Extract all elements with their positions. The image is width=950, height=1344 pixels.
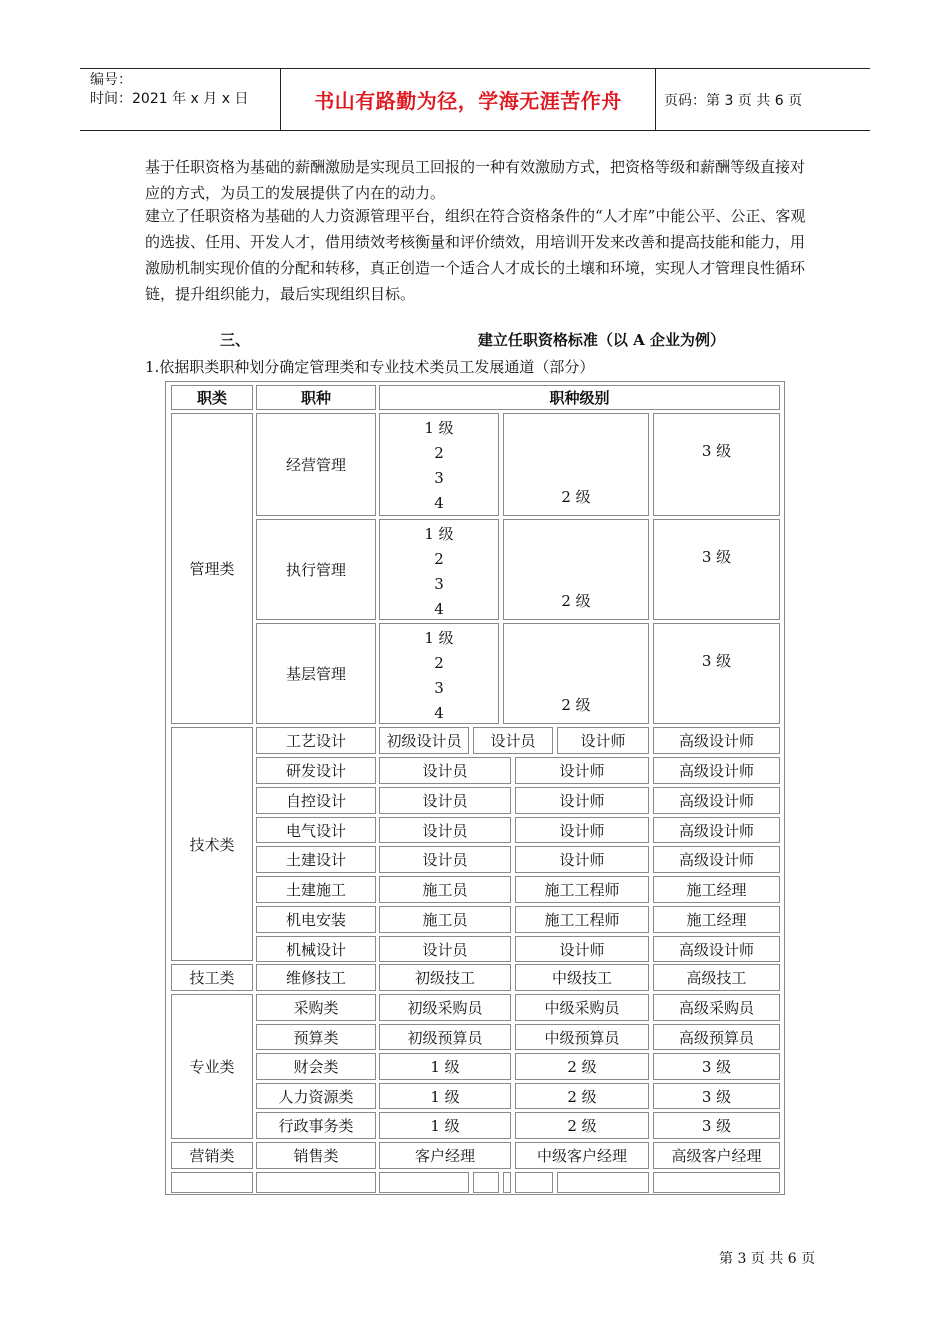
- level-cell: 高级技工: [653, 964, 780, 991]
- level-cell: 设计师: [557, 727, 649, 754]
- level-cell: 施工员: [379, 876, 511, 903]
- table-caption: 1.依据职类职种划分确定管理类和专业技术类员工发展通道（部分）: [145, 358, 595, 376]
- category-worker: 技工类: [171, 964, 253, 991]
- level-cell: 1 级: [379, 1053, 511, 1080]
- job-type-2-management: 执行管理: [256, 519, 376, 620]
- level-stack-line: 4: [434, 494, 444, 512]
- level-cell: 高级设计师: [653, 727, 780, 754]
- level-cell: 高级设计师: [653, 936, 780, 962]
- header-meta: [80, 69, 281, 130]
- level-cell: 初级技工: [379, 964, 511, 991]
- level-cell: 初级设计员: [379, 727, 469, 754]
- job-type-tech: 工艺设计: [256, 727, 376, 754]
- job-type-professional: 行政事务类: [256, 1112, 376, 1139]
- level-cell: 客户经理: [379, 1142, 511, 1169]
- level-cell: 初级采购员: [379, 994, 511, 1021]
- level-cell: 设计员: [379, 846, 511, 873]
- level-cell: 高级客户经理: [653, 1142, 780, 1169]
- col-header-job-level: 职种级别: [379, 385, 780, 410]
- job-type-professional: 财会类: [256, 1053, 376, 1080]
- empty-cell: [557, 1172, 649, 1193]
- col-header-category: 职类: [171, 385, 253, 410]
- header-page-number: 页码：第 3 页 共 6 页: [664, 92, 803, 109]
- empty-cell: [171, 1172, 253, 1193]
- level-cell: 设计员: [379, 936, 511, 962]
- level-cell: 初级预算员: [379, 1024, 511, 1050]
- category-sales: 营销类: [171, 1142, 253, 1169]
- level-stack: [379, 413, 499, 516]
- paragraph-1: 基于任职资格为基础的薪酬激励是实现员工回报的一种有效激励方式，把资格等级和薪酬等级直接对应的方式，为员工的发展提供了内在的动力。: [145, 158, 806, 202]
- level-stack-line: 3: [434, 679, 444, 697]
- header-motto: 书山有路勤为径，学海无涯苦作舟: [281, 69, 656, 130]
- level-cell: 高级设计师: [653, 787, 780, 814]
- job-type-1-management: 经营管理: [256, 413, 376, 516]
- level-cell: 1 级: [379, 1112, 511, 1139]
- level-right: 3 级: [653, 413, 780, 516]
- level-stack-line: 1 级: [424, 419, 454, 437]
- job-type-tech: 土建设计: [256, 846, 376, 873]
- level-stack-line: 3: [434, 469, 444, 487]
- job-type-3-management: 基层管理: [256, 623, 376, 724]
- level-mid: 2 级: [503, 623, 649, 724]
- level-stack-line: 2: [434, 550, 444, 568]
- document-time-label: 时间：2021 年 x 月 x 日: [90, 91, 249, 107]
- page-footer: 第 3 页 共 6 页: [719, 1251, 816, 1267]
- level-mid: 2 级: [503, 519, 649, 620]
- level-cell: 中级技工: [515, 964, 649, 991]
- career-path-table: [165, 381, 785, 1195]
- level-cell: 设计师: [515, 846, 649, 873]
- level-cell: 2 级: [515, 1083, 649, 1109]
- level-cell: 施工工程师: [515, 906, 649, 933]
- level-cell: 设计员: [379, 787, 511, 814]
- level-cell: 3 级: [653, 1053, 780, 1080]
- level-stack: [379, 519, 499, 620]
- level-stack: [379, 623, 499, 724]
- category-tech: 技术类: [171, 727, 253, 961]
- level-cell: 施工工程师: [515, 876, 649, 903]
- level-stack-line: 1 级: [424, 525, 454, 543]
- level-cell: 设计师: [515, 787, 649, 814]
- job-type-tech: 机电安装: [256, 906, 376, 933]
- level-cell: 高级预算员: [653, 1024, 780, 1050]
- job-type-tech: 土建施工: [256, 876, 376, 903]
- level-right: 3 级: [653, 623, 780, 724]
- job-type-tech: 机械设计: [256, 936, 376, 962]
- empty-cell: [503, 1172, 511, 1193]
- level-cell: 高级设计师: [653, 846, 780, 873]
- job-type-professional: 采购类: [256, 994, 376, 1021]
- level-stack-line: 4: [434, 600, 444, 618]
- job-type-sales: 销售类: [256, 1142, 376, 1169]
- section-heading: [220, 329, 725, 350]
- empty-cell: [515, 1172, 553, 1193]
- section-number: 三、: [220, 331, 251, 349]
- level-cell: 施工经理: [653, 876, 780, 903]
- level-cell: 设计员: [473, 727, 553, 754]
- job-type-tech: 研发设计: [256, 757, 376, 784]
- level-cell: 施工员: [379, 906, 511, 933]
- level-cell: 高级采购员: [653, 994, 780, 1021]
- empty-cell: [473, 1172, 499, 1193]
- level-stack-line: 2: [434, 444, 444, 462]
- paragraph-2: 建立了任职资格为基础的人力资源管理平台，组织在符合资格条件的“人才库”中能公平、公正、客观的选拔、任用、开发人才，借用绩效考核衡量和评价绩效，用培训开发来改善和提高技能和能力，用激励机制实现价值的分配和转移，真正创造一个适合人才成长的土壤和环境，实现人才管理良性循环链，提升组织能力，最后实现组织目标。: [145, 207, 806, 303]
- level-cell: 设计师: [515, 817, 649, 843]
- empty-cell: [256, 1172, 376, 1193]
- level-cell: 设计师: [515, 757, 649, 784]
- empty-cell: [379, 1172, 469, 1193]
- level-cell: 高级设计师: [653, 757, 780, 784]
- level-cell: 高级设计师: [653, 817, 780, 843]
- level-cell: 3 级: [653, 1083, 780, 1109]
- level-cell: 设计员: [379, 817, 511, 843]
- level-cell: 设计师: [515, 936, 649, 962]
- job-type-tech: 电气设计: [256, 817, 376, 843]
- level-stack-line: 4: [434, 704, 444, 722]
- level-cell: 3 级: [653, 1112, 780, 1139]
- level-cell: 1 级: [379, 1083, 511, 1109]
- level-cell: 中级采购员: [515, 994, 649, 1021]
- level-stack-line: 2: [434, 654, 444, 672]
- col-header-job-type: 职种: [256, 385, 376, 410]
- level-mid: 2 级: [503, 413, 649, 516]
- page-header: [80, 68, 870, 131]
- job-type-worker: 维修技工: [256, 964, 376, 991]
- level-cell: 中级客户经理: [515, 1142, 649, 1169]
- level-cell: 2 级: [515, 1053, 649, 1080]
- job-type-professional: 人力资源类: [256, 1083, 376, 1109]
- level-cell: 施工经理: [653, 906, 780, 933]
- level-cell: 中级预算员: [515, 1024, 649, 1050]
- level-stack-line: 3: [434, 575, 444, 593]
- level-cell: 2 级: [515, 1112, 649, 1139]
- job-type-professional: 预算类: [256, 1024, 376, 1050]
- level-cell: 设计员: [379, 757, 511, 784]
- section-title: 建立任职资格标准（以 A 企业为例）: [477, 331, 725, 349]
- category-professional: 专业类: [171, 994, 253, 1139]
- category-management: 管理类: [171, 413, 253, 724]
- job-type-tech: 自控设计: [256, 787, 376, 814]
- level-stack-line: 1 级: [424, 629, 454, 647]
- document-number-label: 编号：: [90, 72, 132, 88]
- empty-cell: [653, 1172, 780, 1193]
- level-right: 3 级: [653, 519, 780, 620]
